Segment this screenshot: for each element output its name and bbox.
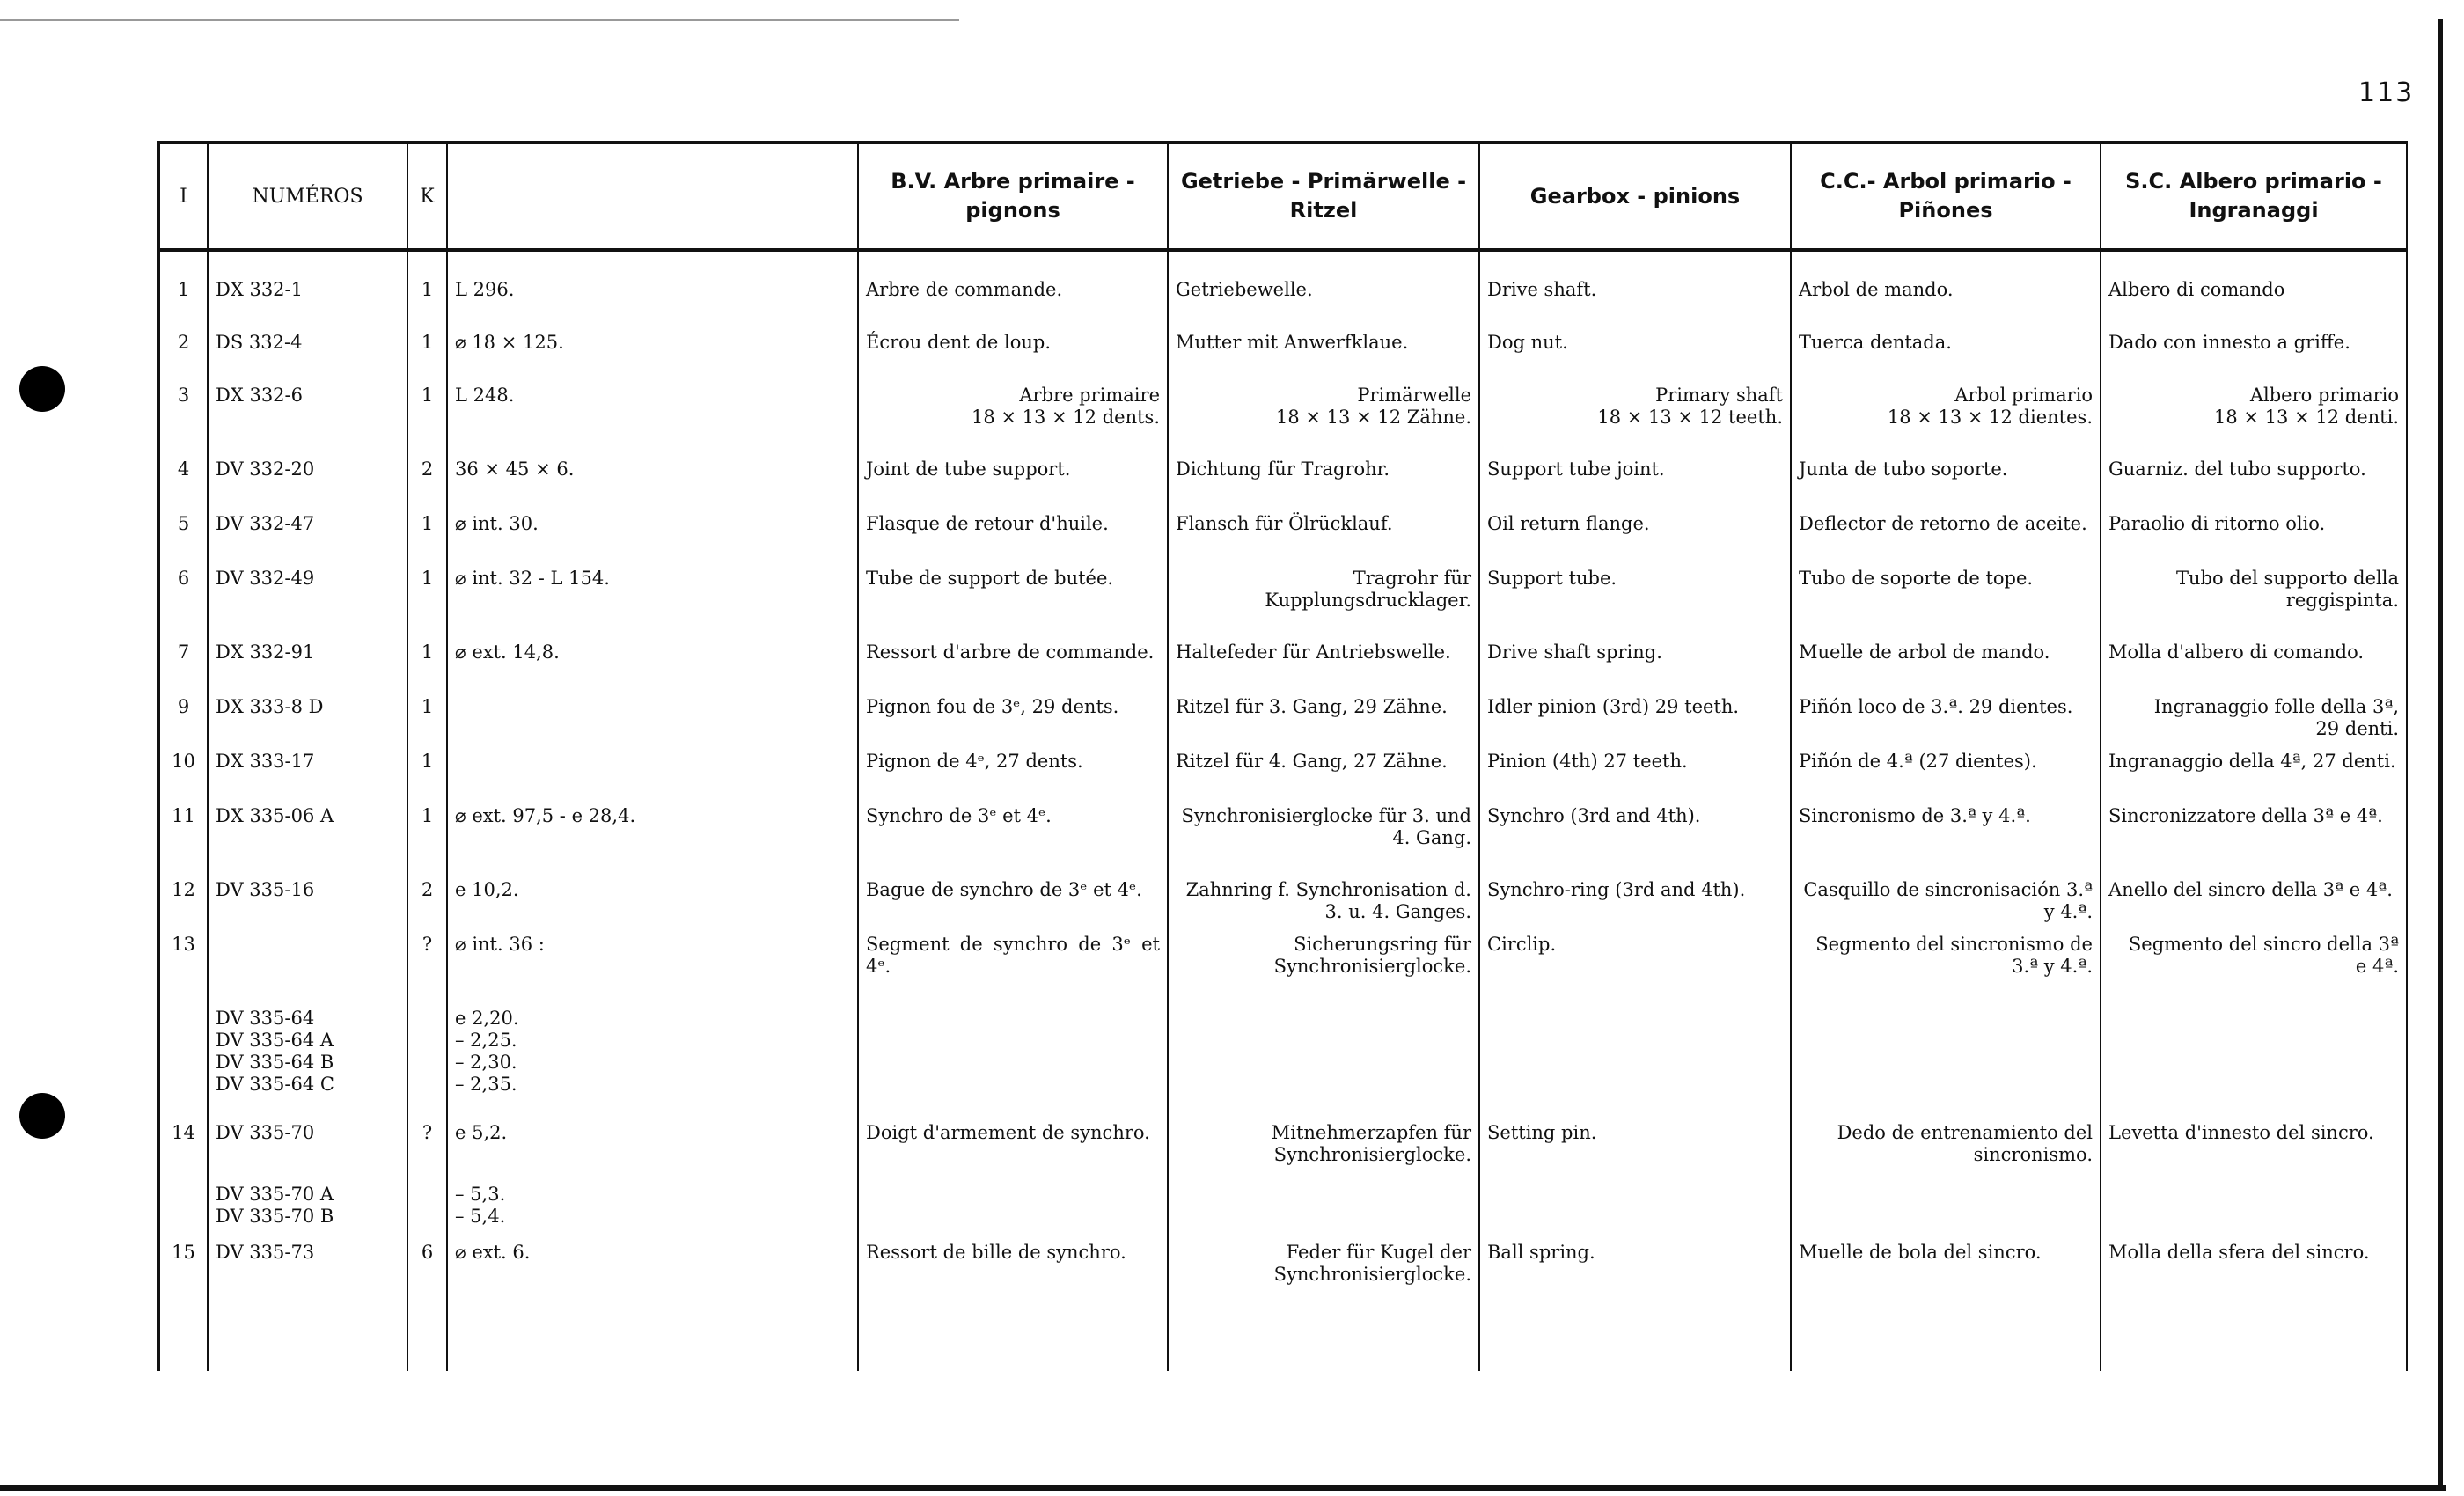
cell-k: 2 <box>407 876 447 931</box>
cell-dimensions: ⌀ 18 × 125. <box>447 329 858 382</box>
cell-english: Circlip. <box>1479 931 1791 1005</box>
cell-french: Doigt d'armement de synchro. <box>858 1119 1168 1181</box>
cell-english: Primary shaft 18 × 13 × 12 teeth. <box>1479 382 1791 456</box>
cell-german: Tragrohr für Kupplungsdrucklager. <box>1168 565 1479 639</box>
cell-english <box>1479 1181 1791 1239</box>
cell-dimensions: ⌀ ext. 14,8. <box>447 639 858 693</box>
table-row <box>158 1239 2407 1325</box>
cell-k: 1 <box>407 639 447 693</box>
cell-italian: Dado con innesto a griffe. <box>2101 329 2407 382</box>
top-rule <box>0 19 959 21</box>
cell-german: Synchronisierglocke für 3. und 4. Gang. <box>1168 803 1479 876</box>
cell-index: 4 <box>158 456 208 510</box>
cell-german: Getriebewelle. <box>1168 276 1479 329</box>
cell-index: 3 <box>158 382 208 456</box>
cell-spanish: Tuerca dentada. <box>1791 329 2101 382</box>
header-spanish: C.C.- Arbol primario - Piñones <box>1791 143 2101 250</box>
cell-k: 1 <box>407 510 447 565</box>
cell-spanish: Muelle de arbol de mando. <box>1791 639 2101 693</box>
bottom-rule <box>0 1485 2446 1491</box>
header-dimensions <box>447 143 858 250</box>
cell-k: 6 <box>407 1239 447 1325</box>
cell-dimensions: L 248. <box>447 382 858 456</box>
cell-dimensions: – 5,3. – 5,4. <box>447 1181 858 1239</box>
cell-k: ? <box>407 931 447 1005</box>
cell-english: Support tube. <box>1479 565 1791 639</box>
cell-french: Segment de synchro de 3ᵉ et 4ᵉ. <box>858 931 1168 1005</box>
cell-italian: Paraolio di ritorno olio. <box>2101 510 2407 565</box>
cell-italian: Segmento del sincro della 3ª e 4ª. <box>2101 931 2407 1005</box>
cell-italian <box>2101 1005 2407 1119</box>
cell-german: Dichtung für Tragrohr. <box>1168 456 1479 510</box>
cell-german: Zahnring f. Synchronisation d. 3. u. 4. Ganges. <box>1168 876 1479 931</box>
cell-index: 1 <box>158 276 208 329</box>
cell-dimensions: ⌀ ext. 97,5 - e 28,4. <box>447 803 858 876</box>
table-row <box>158 329 2407 382</box>
page-edge <box>2438 19 2443 1491</box>
cell-spanish: Arbol de mando. <box>1791 276 2101 329</box>
cell-spanish <box>1791 1181 2101 1239</box>
cell-english <box>1479 1005 1791 1119</box>
punch-hole <box>19 1093 65 1139</box>
table-row <box>158 876 2407 931</box>
cell-spanish: Deflector de retorno de aceite. <box>1791 510 2101 565</box>
table-row <box>158 639 2407 693</box>
table-row <box>158 1005 2407 1119</box>
table-row <box>158 1181 2407 1239</box>
table-row <box>158 693 2407 748</box>
cell-dimensions <box>447 693 858 748</box>
cell-spanish: Sincronismo de 3.ª y 4.ª. <box>1791 803 2101 876</box>
cell-index <box>158 1005 208 1119</box>
cell-dimensions: e 10,2. <box>447 876 858 931</box>
cell-numero: DX 332-1 <box>208 276 407 329</box>
cell-french: Ressort d'arbre de commande. <box>858 639 1168 693</box>
cell-english: Synchro-ring (3rd and 4th). <box>1479 876 1791 931</box>
cell-k <box>407 1005 447 1119</box>
cell-italian: Ingranaggio della 4ª, 27 denti. <box>2101 748 2407 803</box>
cell-german: Mitnehmerzapfen für Synchronisierglocke. <box>1168 1119 1479 1181</box>
cell-english: Oil return flange. <box>1479 510 1791 565</box>
cell-index: 14 <box>158 1119 208 1181</box>
cell-german <box>1168 1005 1479 1119</box>
cell-german: Feder für Kugel der Synchronisierglocke. <box>1168 1239 1479 1325</box>
cell-german: Sicherungsring für Synchronisierglocke. <box>1168 931 1479 1005</box>
cell-french: Joint de tube support. <box>858 456 1168 510</box>
table-row <box>158 931 2407 1005</box>
cell-dimensions <box>447 748 858 803</box>
cell-dimensions: e 5,2. <box>447 1119 858 1181</box>
cell-k: 1 <box>407 382 447 456</box>
cell-italian: Anello del sincro della 3ª e 4ª. <box>2101 876 2407 931</box>
cell-numero: DV 335-64 DV 335-64 A DV 335-64 B DV 335-64 C <box>208 1005 407 1119</box>
cell-index: 2 <box>158 329 208 382</box>
cell-french: Flasque de retour d'huile. <box>858 510 1168 565</box>
cell-german: Primärwelle 18 × 13 × 12 Zähne. <box>1168 382 1479 456</box>
cell-english: Synchro (3rd and 4th). <box>1479 803 1791 876</box>
cell-numero: DV 335-70 <box>208 1119 407 1181</box>
parts-table <box>157 141 2408 1371</box>
cell-numero <box>208 931 407 1005</box>
cell-english: Drive shaft. <box>1479 276 1791 329</box>
cell-english: Pinion (4th) 27 teeth. <box>1479 748 1791 803</box>
table-row <box>158 382 2407 456</box>
cell-index <box>158 1181 208 1239</box>
cell-german <box>1168 1181 1479 1239</box>
cell-numero: DV 335-73 <box>208 1239 407 1325</box>
cell-numero: DV 332-20 <box>208 456 407 510</box>
cell-italian: Molla d'albero di comando. <box>2101 639 2407 693</box>
cell-numero: DX 332-91 <box>208 639 407 693</box>
cell-dimensions: L 296. <box>447 276 858 329</box>
cell-french: Bague de synchro de 3ᵉ et 4ᵉ. <box>858 876 1168 931</box>
cell-k: 1 <box>407 803 447 876</box>
cell-french: Synchro de 3ᵉ et 4ᵉ. <box>858 803 1168 876</box>
table-row <box>158 565 2407 639</box>
cell-french <box>858 1005 1168 1119</box>
cell-spanish: Casquillo de sincronisación 3.ª y 4.ª. <box>1791 876 2101 931</box>
cell-k <box>407 1181 447 1239</box>
cell-english: Setting pin. <box>1479 1119 1791 1181</box>
cell-spanish: Arbol primario 18 × 13 × 12 dientes. <box>1791 382 2101 456</box>
cell-italian: Sincronizzatore della 3ª e 4ª. <box>2101 803 2407 876</box>
cell-spanish: Dedo de entrenamiento del sincronismo. <box>1791 1119 2101 1181</box>
cell-numero: DX 335-06 A <box>208 803 407 876</box>
cell-french: Ressort de bille de synchro. <box>858 1239 1168 1325</box>
cell-spanish: Junta de tubo soporte. <box>1791 456 2101 510</box>
cell-spanish: Muelle de bola del sincro. <box>1791 1239 2101 1325</box>
cell-italian: Tubo del supporto della reggispinta. <box>2101 565 2407 639</box>
table-row <box>158 1119 2407 1181</box>
table-header-row <box>158 143 2407 250</box>
cell-dimensions: 36 × 45 × 6. <box>447 456 858 510</box>
cell-italian <box>2101 1181 2407 1239</box>
cell-french: Arbre primaire 18 × 13 × 12 dents. <box>858 382 1168 456</box>
cell-english: Idler pinion (3rd) 29 teeth. <box>1479 693 1791 748</box>
cell-english: Drive shaft spring. <box>1479 639 1791 693</box>
cell-index: 12 <box>158 876 208 931</box>
cell-index: 5 <box>158 510 208 565</box>
cell-k: 1 <box>407 276 447 329</box>
punch-hole <box>19 366 65 412</box>
cell-numero: DS 332-4 <box>208 329 407 382</box>
cell-k: 1 <box>407 693 447 748</box>
table-spacer <box>158 250 2407 276</box>
cell-french: Pignon de 4ᵉ, 27 dents. <box>858 748 1168 803</box>
table-row <box>158 456 2407 510</box>
cell-dimensions: ⌀ int. 30. <box>447 510 858 565</box>
cell-numero: DV 335-70 A DV 335-70 B <box>208 1181 407 1239</box>
table-row <box>158 803 2407 876</box>
cell-k: 2 <box>407 456 447 510</box>
cell-index: 10 <box>158 748 208 803</box>
cell-italian: Molla della sfera del sincro. <box>2101 1239 2407 1325</box>
cell-index: 13 <box>158 931 208 1005</box>
cell-english: Ball spring. <box>1479 1239 1791 1325</box>
cell-italian: Levetta d'innesto del sincro. <box>2101 1119 2407 1181</box>
cell-spanish: Tubo de soporte de tope. <box>1791 565 2101 639</box>
cell-spanish: Segmento del sincronismo de 3.ª y 4.ª. <box>1791 931 2101 1005</box>
cell-k: 1 <box>407 748 447 803</box>
cell-dimensions: ⌀ int. 32 - L 154. <box>447 565 858 639</box>
cell-english: Dog nut. <box>1479 329 1791 382</box>
cell-index: 11 <box>158 803 208 876</box>
cell-dimensions: e 2,20. – 2,25. – 2,30. – 2,35. <box>447 1005 858 1119</box>
table-row <box>158 510 2407 565</box>
cell-german: Flansch für Ölrücklauf. <box>1168 510 1479 565</box>
cell-german: Ritzel für 4. Gang, 27 Zähne. <box>1168 748 1479 803</box>
cell-german: Ritzel für 3. Gang, 29 Zähne. <box>1168 693 1479 748</box>
cell-italian: Ingranaggio folle della 3ª, 29 denti. <box>2101 693 2407 748</box>
cell-french: Arbre de commande. <box>858 276 1168 329</box>
table-row <box>158 748 2407 803</box>
cell-k: 1 <box>407 329 447 382</box>
cell-french <box>858 1181 1168 1239</box>
cell-english: Support tube joint. <box>1479 456 1791 510</box>
cell-spanish: Piñón loco de 3.ª. 29 dientes. <box>1791 693 2101 748</box>
cell-german: Haltefeder für Antriebswelle. <box>1168 639 1479 693</box>
table-row <box>158 276 2407 329</box>
cell-index: 9 <box>158 693 208 748</box>
cell-italian: Guarniz. del tubo supporto. <box>2101 456 2407 510</box>
cell-spanish: Piñón de 4.ª (27 dientes). <box>1791 748 2101 803</box>
cell-k: ? <box>407 1119 447 1181</box>
header-german: Getriebe - Primärwelle - Ritzel <box>1168 143 1479 250</box>
cell-numero: DX 332-6 <box>208 382 407 456</box>
table-tail <box>158 1325 2407 1371</box>
cell-italian: Albero primario 18 × 13 × 12 denti. <box>2101 382 2407 456</box>
cell-numero: DV 332-49 <box>208 565 407 639</box>
cell-numero: DV 332-47 <box>208 510 407 565</box>
cell-french: Tube de support de butée. <box>858 565 1168 639</box>
cell-numero: DX 333-8 D <box>208 693 407 748</box>
cell-dimensions: ⌀ ext. 6. <box>447 1239 858 1325</box>
cell-italian: Albero di comando <box>2101 276 2407 329</box>
page-number: 113 <box>2358 77 2415 108</box>
header-k: K <box>407 143 447 250</box>
cell-german: Mutter mit Anwerfklaue. <box>1168 329 1479 382</box>
header-french: B.V. Arbre primaire - pignons <box>858 143 1168 250</box>
cell-dimensions: ⌀ int. 36 : <box>447 931 858 1005</box>
cell-numero: DX 333-17 <box>208 748 407 803</box>
cell-index: 15 <box>158 1239 208 1325</box>
header-numeros: NUMÉROS <box>208 143 407 250</box>
cell-index: 7 <box>158 639 208 693</box>
header-english: Gearbox - pinions <box>1479 143 1791 250</box>
cell-french: Pignon fou de 3ᵉ, 29 dents. <box>858 693 1168 748</box>
header-italian: S.C. Albero primario - Ingranaggi <box>2101 143 2407 250</box>
cell-index: 6 <box>158 565 208 639</box>
cell-french: Écrou dent de loup. <box>858 329 1168 382</box>
cell-numero: DV 335-16 <box>208 876 407 931</box>
table-body <box>158 250 2407 1371</box>
cell-spanish <box>1791 1005 2101 1119</box>
cell-k: 1 <box>407 565 447 639</box>
header-index: I <box>158 143 208 250</box>
